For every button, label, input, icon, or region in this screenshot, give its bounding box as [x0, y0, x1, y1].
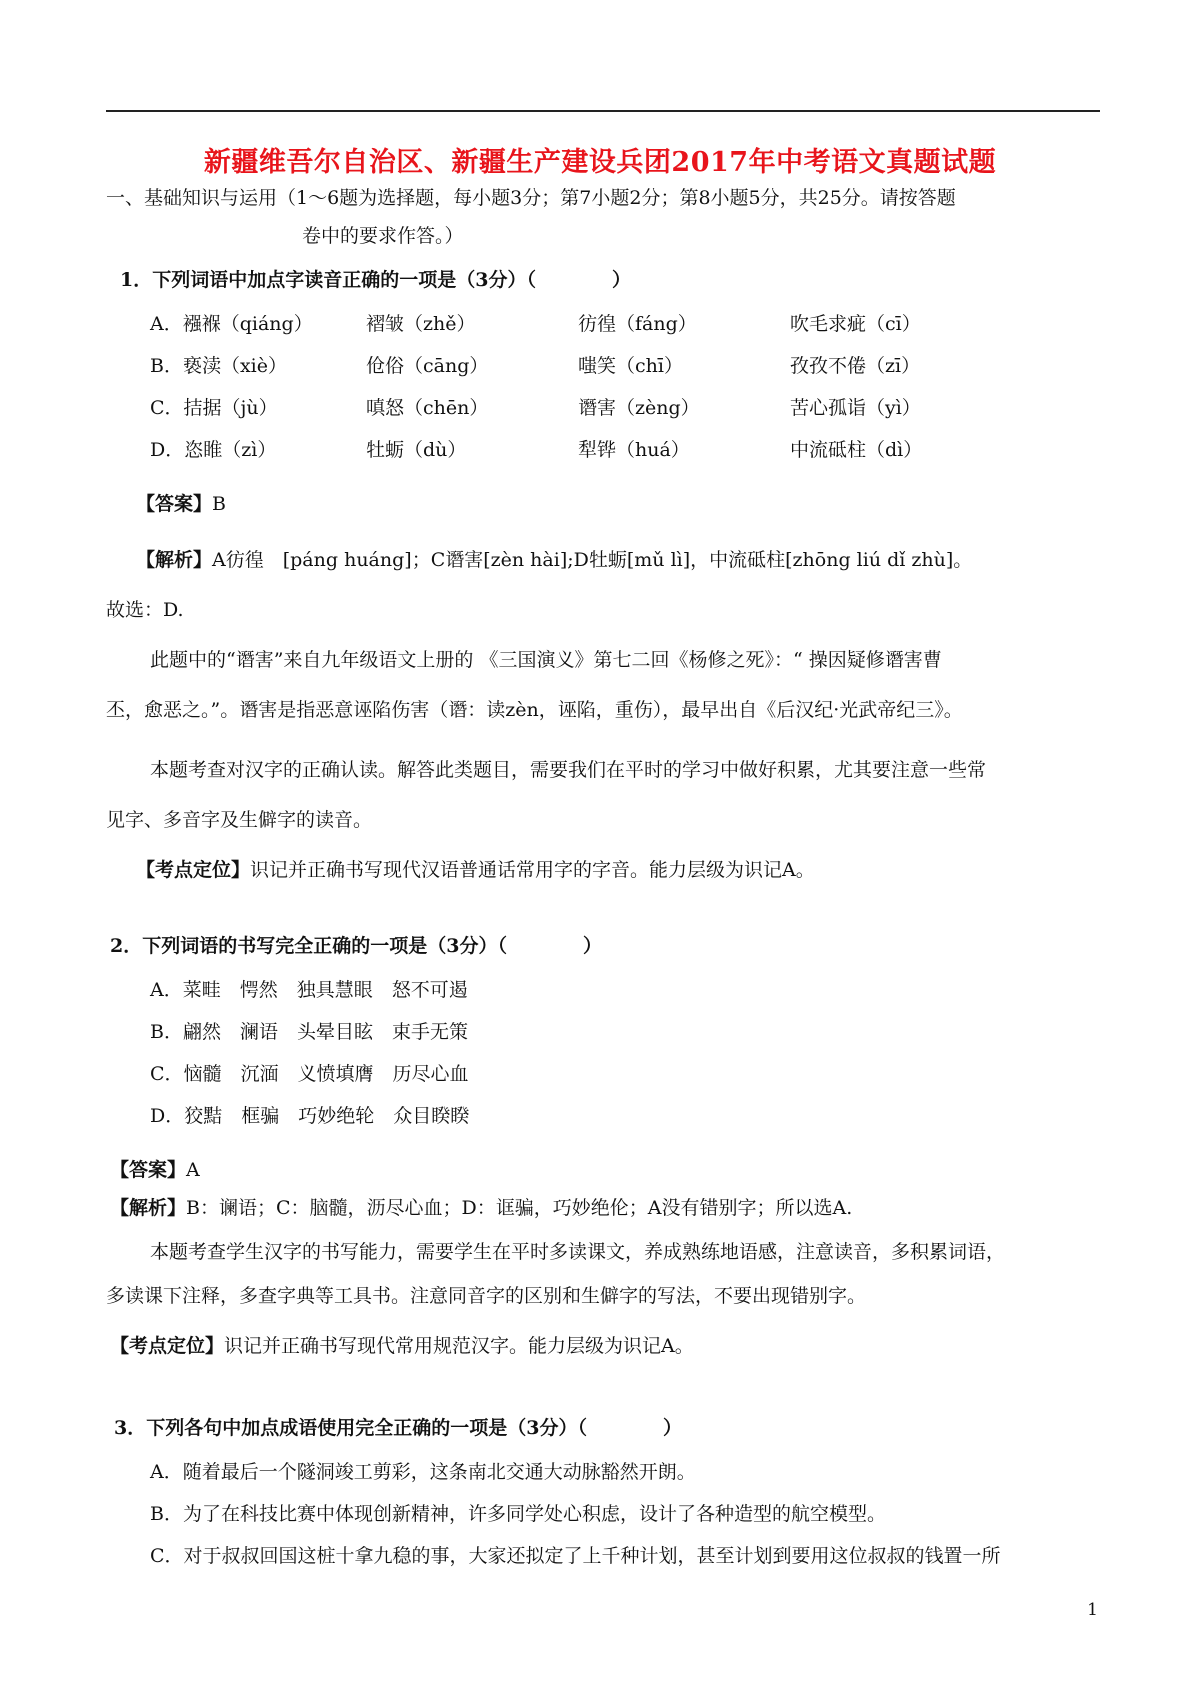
q2-analysis	[110, 1194, 852, 1222]
q1-analysis-tag: 【解析】	[136, 549, 213, 571]
q1-option-a-3: 彷徨（fáng）	[578, 313, 697, 335]
q3-option-c: C．对于叔叔回国这桩十拿九稳的事，大家还拟定了上千种计划，甚至计划到要用这位叔叔的钱置一所	[150, 1545, 1001, 1567]
q1-answer-tag: 【答案】	[136, 493, 213, 515]
q2-option-c: C．恼髓 沉湎 义愤填膺 历尽心血	[150, 1063, 469, 1085]
q2-point-tag: 【考点定位】	[110, 1335, 225, 1357]
header-rule	[106, 110, 1100, 112]
q1-option-d-3: 犁铧（huá）	[578, 439, 690, 461]
section-heading: 一、基础知识与运用（1～6题为选择题，每小题3分；第7小题2分；第8小题5分，共25分。请按答题	[106, 187, 956, 209]
page-number: 1	[1087, 1600, 1098, 1620]
q1-option-b-2: 伧俗（cāng）	[366, 355, 489, 377]
q2-option-a: A．菜畦 愕然 独具慧眼 怒不可遏	[150, 979, 468, 1001]
q2-option-d: D．狡黠 框骗 巧妙绝轮 众目睽睽	[150, 1105, 470, 1127]
q2-analysis-text: B：谰语；C：脑髓，沥尽心血；D：诓骗，巧妙绝伦；A没有错别字；所以选A.	[186, 1197, 853, 1219]
q1-option-d-1: D．恣睢（zì）	[150, 439, 277, 461]
q1-option-b-1: B．亵渎（xiè）	[150, 355, 287, 377]
q1-option-b-4: 孜孜不倦（zī）	[790, 355, 921, 377]
q3-option-b: B．为了在科技比赛中体现创新精神，许多同学处心积虑，设计了各种造型的航空模型。	[150, 1503, 886, 1525]
q1-option-a-2: 褶皱（zhě）	[366, 313, 476, 335]
q2-analysis-tag: 【解析】	[110, 1197, 187, 1219]
section-heading-continued: 卷中的要求作答。）	[302, 225, 464, 247]
q1-analysis-text: A彷徨 [páng huáng]；C谮害[zèn hài];D牡蛎[mǔ lì]，中流砥柱[zhōng liú dǐ zhù]。	[212, 549, 973, 571]
q3-stem: 3．下列各句中加点成语使用完全正确的一项是（3分）（ ）	[114, 1417, 682, 1439]
q2-point	[110, 1332, 694, 1360]
q1-analysis-conclusion: 故选：D.	[106, 599, 184, 621]
q1-option-a-4: 吹毛求疵（cī）	[790, 313, 921, 335]
q2-paragraph-b: 多读课下注释，多查字典等工具书。注意同音字的区别和生僻字的写法，不要出现错别字。	[106, 1285, 867, 1307]
q3-option-a: A．随着最后一个隧洞竣工剪彩，这条南北交通大动脉豁然开朗。	[150, 1461, 696, 1483]
q1-answer	[136, 490, 226, 518]
q2-paragraph-a: 本题考查学生汉字的书写能力，需要学生在平时多读课文，养成熟练地语感，注意读音，多积累词语，	[150, 1241, 1006, 1263]
q1-paragraph-1b: 丕，愈恶之。”。谮害是指恶意诬陷伤害（谮：读zèn，诬陷，重伤），最早出自《后汉纪·光武帝纪三》。	[106, 699, 963, 721]
q1-option-a-1: A．襁褓（qiáng）	[150, 313, 313, 335]
q1-paragraph-2b: 见字、多音字及生僻字的读音。	[106, 809, 373, 831]
q1-analysis	[136, 546, 972, 574]
q1-option-c-3: 谮害（zèng）	[578, 397, 700, 419]
q1-paragraph-2a: 本题考查对汉字的正确认读。解答此类题目，需要我们在平时的学习中做好积累，尤其要注意一些常	[150, 759, 987, 781]
q1-stem: 1．下列词语中加点字读音正确的一项是（3分）（ ）	[120, 269, 631, 291]
q2-option-b: B．翩然 澜语 头晕目眩 束手无策	[150, 1021, 468, 1043]
q1-option-c-2: 嗔怒（chēn）	[366, 397, 489, 419]
q2-answer	[110, 1156, 200, 1184]
q2-point-text: 识记并正确书写现代常用规范汉字。能力层级为识记A。	[224, 1335, 694, 1357]
q1-point	[136, 856, 815, 884]
q1-paragraph-1a: 此题中的“谮害”来自九年级语文上册的 《三国演义》第七二回《杨修之死》：“ 操因疑修谮害曹	[150, 649, 942, 671]
q1-point-text: 识记并正确书写现代汉语普通话常用字的字音。能力层级为识记A。	[250, 859, 815, 881]
page-title: 新疆维吾尔自治区、新疆生产建设兵团2017年中考语文真题试题	[203, 147, 997, 178]
q2-answer-value: A	[186, 1159, 200, 1181]
q1-option-c-1: C．拮据（jù）	[150, 397, 278, 419]
q1-option-b-3: 嗤笑（chī）	[578, 355, 683, 377]
q2-answer-tag: 【答案】	[110, 1159, 187, 1181]
q1-option-c-4: 苦心孤诣（yì）	[790, 397, 921, 419]
q1-answer-value: B	[212, 493, 226, 515]
q1-point-tag: 【考点定位】	[136, 859, 251, 881]
q2-stem: 2．下列词语的书写完全正确的一项是（3分）（ ）	[110, 935, 602, 957]
q1-option-d-4: 中流砥柱（dì）	[790, 439, 923, 461]
q1-option-d-2: 牡蛎（dù）	[366, 439, 467, 461]
